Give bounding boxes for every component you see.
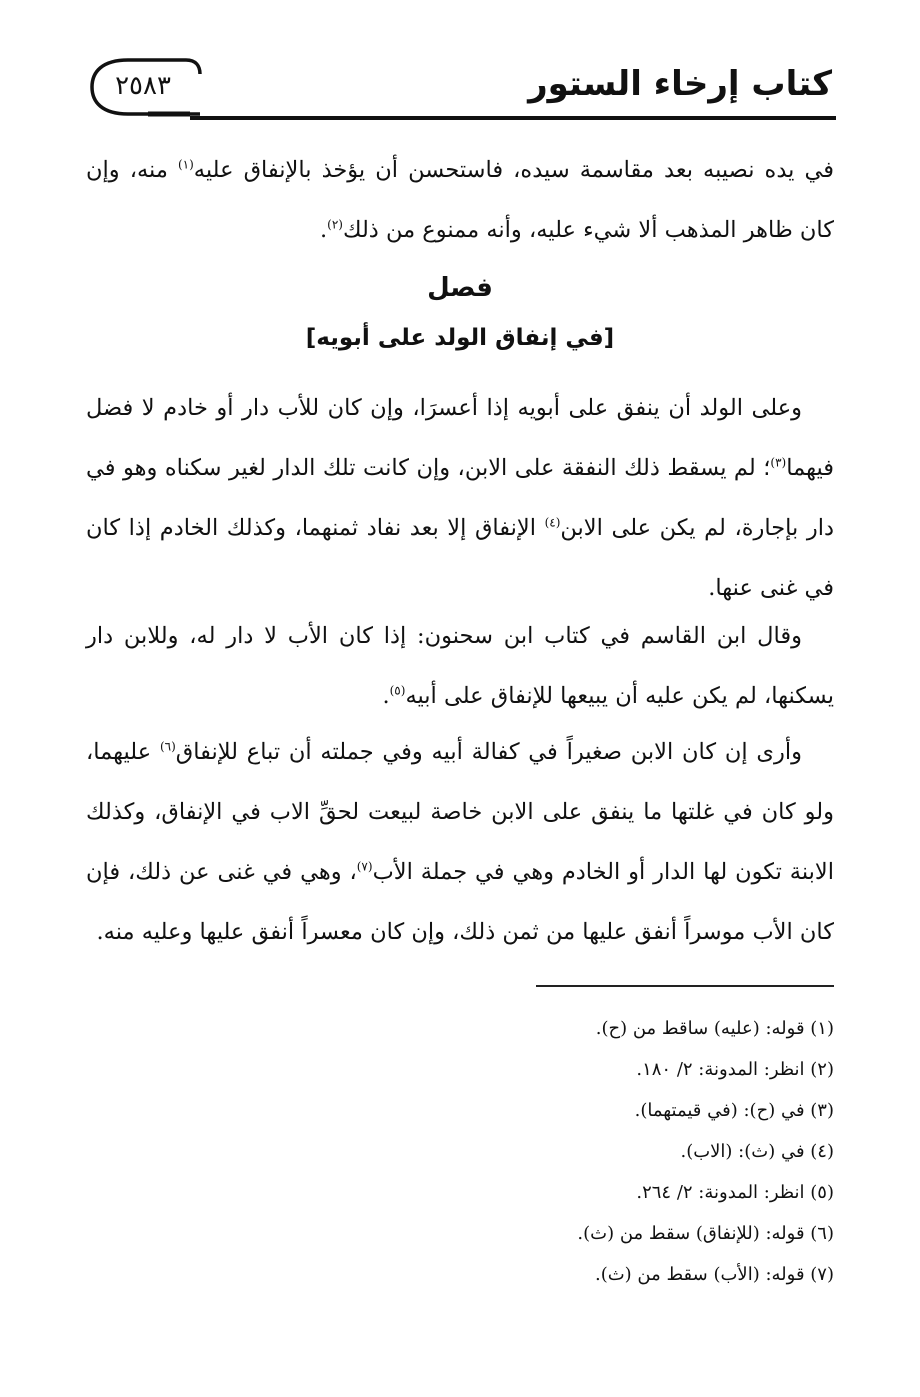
footnote-ref: (٧) — [356, 859, 373, 874]
header-rule — [190, 116, 836, 120]
paragraph-text: الإنفاق إلا بعد نفاد ثمنهما، وكذلك الخادم إذا كان في غنى عنها. — [86, 515, 834, 601]
footnote-separator — [536, 985, 834, 987]
paragraph-text: منه، وإن كان ظاهر المذهب ألا شيء عليه، وأنه ممنوع من ذلك — [86, 157, 834, 243]
paragraph-text: وأرى إن كان الابن صغيراً في كفالة أبيه وفي جملته أن تباع للإنفاق — [175, 739, 803, 765]
paragraph-text: في يده نصيبه بعد مقاسمة سيده، فاستحسن أن يؤخذ بالإنفاق عليه — [193, 157, 834, 183]
paragraph-text: عليهما، ولو كان في غلتها ما ينفق على الابن خاصة لبيعت لحقِّ الاب في الإنفاق، وكذلك الابنة تكون لها الدار أو الخادم وهي في جملة الأب — [86, 739, 835, 885]
page-number: ٢٥٨٣ — [115, 71, 171, 101]
footnote-item: (٥) انظر: المدونة: ٢/ ٢٦٤. — [636, 1182, 834, 1203]
footnotes-list — [86, 1008, 834, 1295]
footnote-ref: (٤) — [544, 515, 561, 530]
footnote-item: (٢) انظر: المدونة: ٢/ ١٨٠. — [636, 1059, 834, 1080]
section-title: فصل — [427, 273, 493, 303]
footnote-item: (٦) قوله: (للإنفاق) سقط من (ث). — [577, 1223, 834, 1244]
footnote-ref: (٥) — [389, 683, 406, 698]
paragraph-intro — [86, 140, 834, 260]
footnote-ref: (١) — [177, 157, 194, 172]
paragraph-3 — [86, 722, 834, 962]
paragraph-2 — [86, 606, 834, 726]
paragraph-1 — [86, 378, 834, 618]
paragraph-text: . — [382, 683, 390, 709]
paragraph-text: وقال ابن القاسم في كتاب ابن سحنون: إذا كان الأب لا دار له، وللابن دار يسكنها، لم يكن عليه أن يبيعها للإنفاق على أبيه — [86, 623, 834, 709]
running-header-title: كتاب إرخاء الستور — [528, 64, 832, 104]
paragraph-text: ؛ لم يسقط ذلك النفقة على الابن، وإن كانت تلك الدار لغير سكناه وهو في دار بإجارة، لم يكن على الابن — [86, 455, 834, 541]
footnote-item: (٣) في (ح): (في قيمتهما). — [634, 1100, 834, 1121]
paragraph-text: وعلى الولد أن ينفق على أبويه إذا أعسرَا، وإن كان للأب دار أو خادم لا فضل فيهما — [86, 395, 834, 481]
footnote-ref: (٢) — [327, 217, 343, 232]
paragraph-text: . — [320, 217, 328, 243]
footnote-ref: (٦) — [159, 739, 176, 754]
section-subtitle: [في إنفاق الولد على أبويه] — [305, 325, 615, 351]
paragraph-text: ، وهي في غنى عن ذلك، فإن كان الأب موسراً أنفق عليها من ثمن ذلك، وإن كان معسراً أنفق عليها وعليه منه. — [86, 859, 834, 945]
footnote-item: (٧) قوله: (الأب) سقط من (ث). — [594, 1264, 834, 1285]
footnote-item: (١) قوله: (عليه) ساقط من (ح). — [595, 1018, 834, 1039]
footnote-ref: (٣) — [770, 455, 787, 470]
footnote-item: (٤) في (ث): (الاب). — [680, 1141, 834, 1162]
